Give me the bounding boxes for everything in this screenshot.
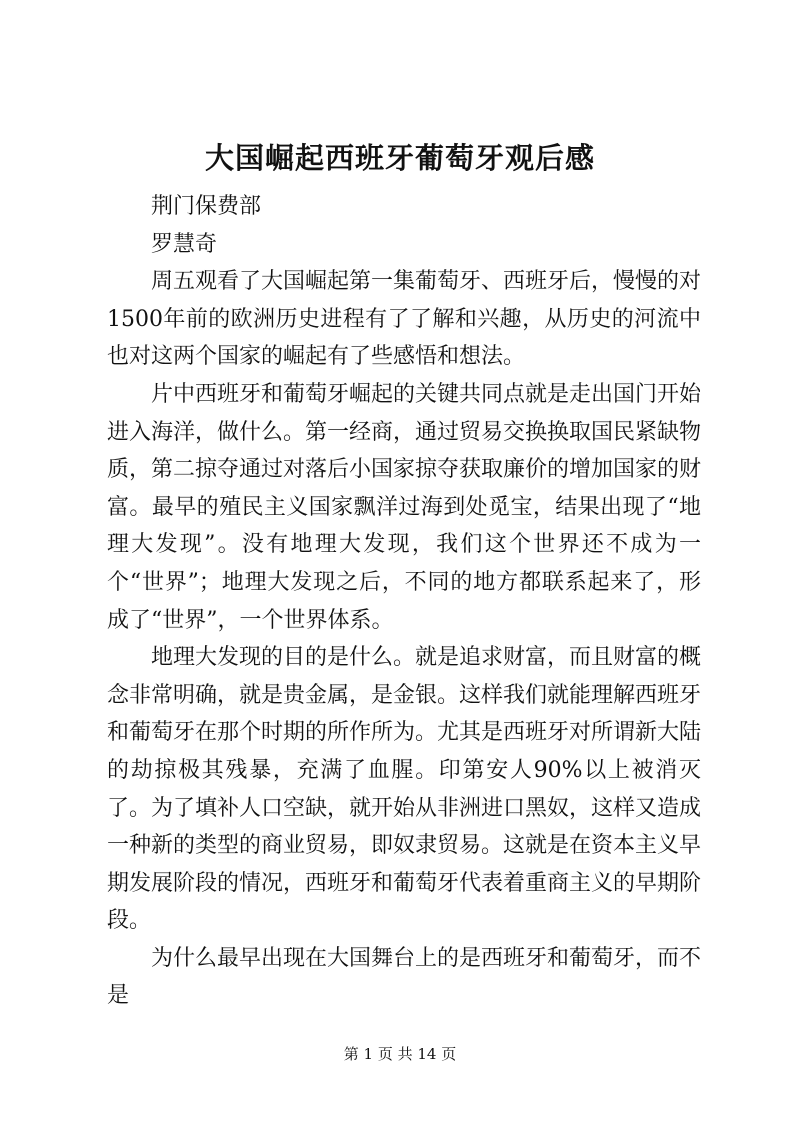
document-body xyxy=(107,188,701,1015)
paragraph-1: 周五观看了大国崛起第一集葡萄牙、西班牙后，慢慢的对1500年前的欧洲历史进程有了了解和兴趣，从历史的河流中也对这两个国家的崛起有了些感悟和想法。 xyxy=(107,269,702,370)
paragraph-3: 地理大发现的目的是什么。就是追求财富，而且财富的概念非常明确，就是贵金属，是金银。这样我们就能理解西班牙和葡萄牙在那个时期的所作所为。尤其是西班牙对所谓新大陆的劫掠极其残暴，充满了血腥。印第安人90%以上被消灭了。为了填补人口空缺，就开始从非洲进口黑奴，这样又造成一种新的类型的商业贸易，即奴隶贸易。这就是在资本主义早期发展阶段的情况，西班牙和葡萄牙代表着重商主义的早期阶段。 xyxy=(107,645,702,934)
author-name: 罗慧奇 xyxy=(151,231,218,257)
author-unit: 荆门保费部 xyxy=(151,194,262,219)
page-footer: 第 1 页 共 14 页 xyxy=(343,1045,457,1063)
paragraph-2: 片中西班牙和葡萄牙崛起的关键共同点就是走出国门开始进入海洋，做什么。第一经商，通过贸易交换换取国民紧缺物质，第二掠夺通过对落后小国家掠夺获取廉价的增加国家的财富。最早的殖民主义国家飘洋过海到处觅宝，结果出现了“地理大发现”。没有地理大发现，我们这个世界还不成为一个“世界”；地理大发现之后，不同的地方都联系起来了，形成了“世界”，一个世界体系。 xyxy=(107,381,702,633)
paragraph-4: 为什么最早出现在大国舞台上的是西班牙和葡萄牙，而不是 xyxy=(107,945,702,1009)
document-title: 大国崛起西班牙葡萄牙观后感 xyxy=(204,141,595,175)
